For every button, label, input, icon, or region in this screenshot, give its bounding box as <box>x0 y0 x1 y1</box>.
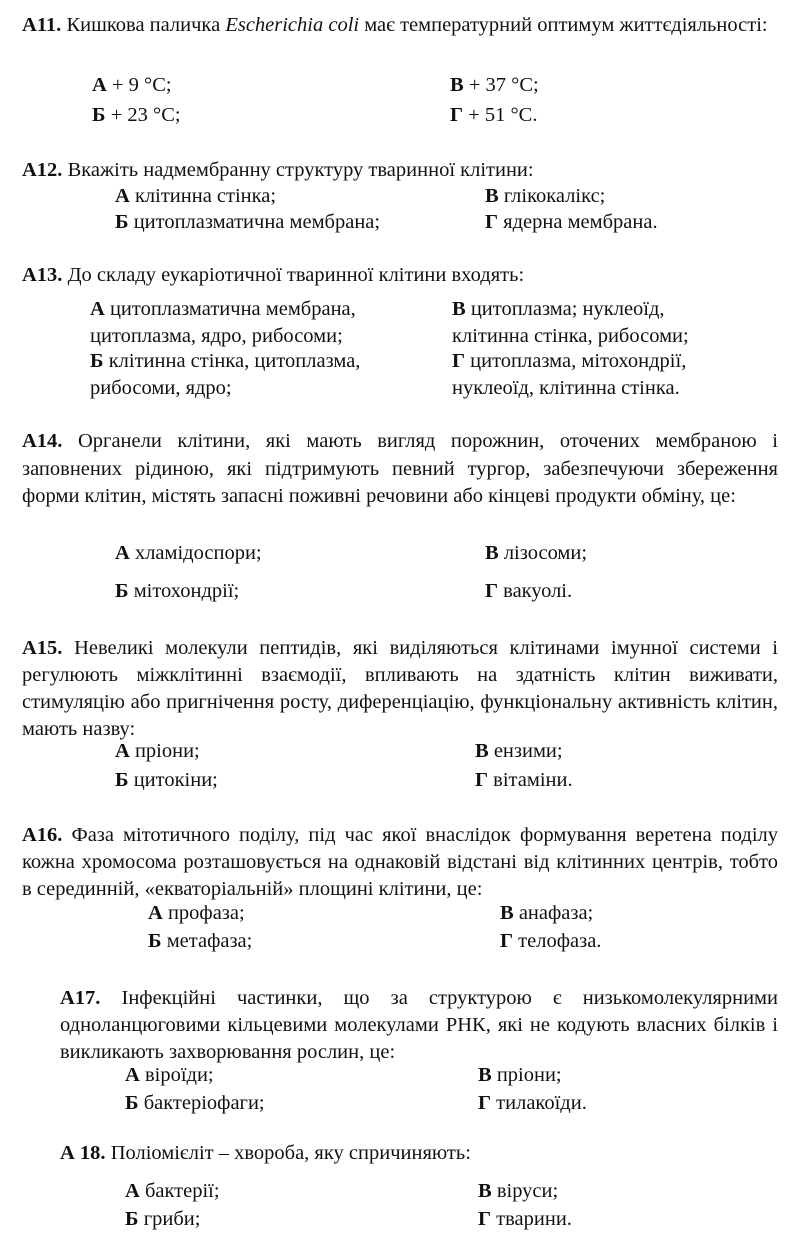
question-a18 <box>0 1140 800 1167</box>
question-a12 <box>0 157 800 184</box>
option-v[interactable]: В глікокалікс; <box>485 185 606 207</box>
question-number: А16. <box>22 824 63 846</box>
option-a[interactable]: А + 9 °С; <box>92 74 172 96</box>
option-b[interactable]: Б цитокіни; <box>115 769 218 791</box>
option-v[interactable]: В анафаза; <box>500 902 594 924</box>
option-v[interactable]: В пріони; <box>478 1064 562 1086</box>
option-v[interactable]: В + 37 °С; <box>450 74 539 96</box>
question-a11 <box>0 12 800 39</box>
option-a[interactable]: А клітинна стінка; <box>115 185 277 207</box>
option-g[interactable]: Г + 51 °С. <box>450 104 538 126</box>
option-a[interactable]: А пріони; <box>115 740 200 762</box>
option-g[interactable]: Г вітаміни. <box>475 769 573 791</box>
question-number: А 18. <box>60 1142 106 1164</box>
question-a15 <box>0 635 800 743</box>
question-a16 <box>0 822 800 903</box>
option-b[interactable]: Б метафаза; <box>148 930 253 952</box>
option-v[interactable]: В ензими; <box>475 740 563 762</box>
option-b[interactable]: Б + 23 °С; <box>92 104 181 126</box>
question-stem: А 18. Поліомієліт – хвороба, яку спричиняють: <box>60 1142 471 1164</box>
species-name: Escherichia coli <box>225 14 360 36</box>
question-number: А17. <box>60 987 101 1009</box>
option-g[interactable]: Г телофаза. <box>500 930 602 952</box>
option-g[interactable]: Г тилакоїди. <box>478 1092 587 1114</box>
option-b[interactable]: Б мітохондрії; <box>115 580 240 602</box>
question-number: А11. <box>22 14 62 36</box>
question-stem: А12. Вкажіть надмембранну структуру тваринної клітини: <box>22 159 534 181</box>
option-b[interactable]: Б гриби; <box>125 1208 201 1230</box>
option-a[interactable]: А хламідоспори; <box>115 542 262 564</box>
option-g[interactable]: Г ядерна мембрана. <box>485 211 658 233</box>
question-number: А12. <box>22 159 63 181</box>
option-v[interactable]: В лізосоми; <box>485 542 588 564</box>
question-number: А15. <box>22 637 63 659</box>
question-stem: А13. До складу еукаріотичної тваринної клітини входять: <box>22 264 525 286</box>
option-a[interactable]: А профаза; <box>148 902 245 924</box>
option-v[interactable]: В віруси; <box>478 1180 559 1202</box>
question-a13 <box>0 262 800 289</box>
option-g[interactable]: Г цитоплазма, мітохондрії, нуклеоїд, клітинна стінка. <box>452 350 687 399</box>
question-a17 <box>0 985 800 1066</box>
option-v[interactable]: В цитоплазма; нуклеоїд, клітинна стінка, рибосоми; <box>452 298 689 347</box>
question-stem: А17. Інфекційні частинки, що за структурою є низькомолекулярними одноланцюговими кільцевими молекулами РНК, які не кодують власних білків і викликають захворювання рослин, це: <box>60 987 778 1063</box>
question-number: А13. <box>22 264 63 286</box>
option-g[interactable]: Г тварини. <box>478 1208 572 1230</box>
option-a[interactable]: А віроїди; <box>125 1064 214 1086</box>
option-b[interactable]: Б цитоплазматична мембрана; <box>115 211 381 233</box>
option-g[interactable]: Г вакуолі. <box>485 580 573 602</box>
question-stem: А16. Фаза мітотичного поділу, під час якої внаслідок формування веретена поділу кожна хромосома розташовується на однаковій відстані від клітинних центрів, тобто в серединній, «екваторіальній» площині клітини, це: <box>22 824 779 900</box>
question-a14 <box>0 428 800 511</box>
question-stem: А15. Невеликі молекули пептидів, які виділяються клітинами імунної системи і регулюють міжклітинні взаємодії, впливають на здатність клітин виживати, стимуляцію або пригнічення росту, диференціацію, функціональну активність клітин, мають назву: <box>22 637 779 740</box>
question-stem: А11. Кишкова паличка Escherichia coli має температурний оптимум життєдіяльності: <box>22 14 768 36</box>
option-b[interactable]: Б бактеріофаги; <box>125 1092 265 1114</box>
option-a[interactable]: А бактерії; <box>125 1180 220 1202</box>
option-b[interactable]: Б клітинна стінка, цитоплазма, рибосоми, ядро; <box>90 350 361 399</box>
option-a[interactable]: А цитоплазматична мембрана, цитоплазма, ядро, рибосоми; <box>90 298 356 347</box>
question-stem: А14. Органели клітини, які мають вигляд порожнин, оточених мембраною і заповнених рідиною, які підтримують певний тургор, забезпечуючи збереження форми клітин, містять запасні поживні речовини або кінцеві продукти обміну, це: <box>22 430 778 507</box>
question-number: А14. <box>22 430 63 452</box>
